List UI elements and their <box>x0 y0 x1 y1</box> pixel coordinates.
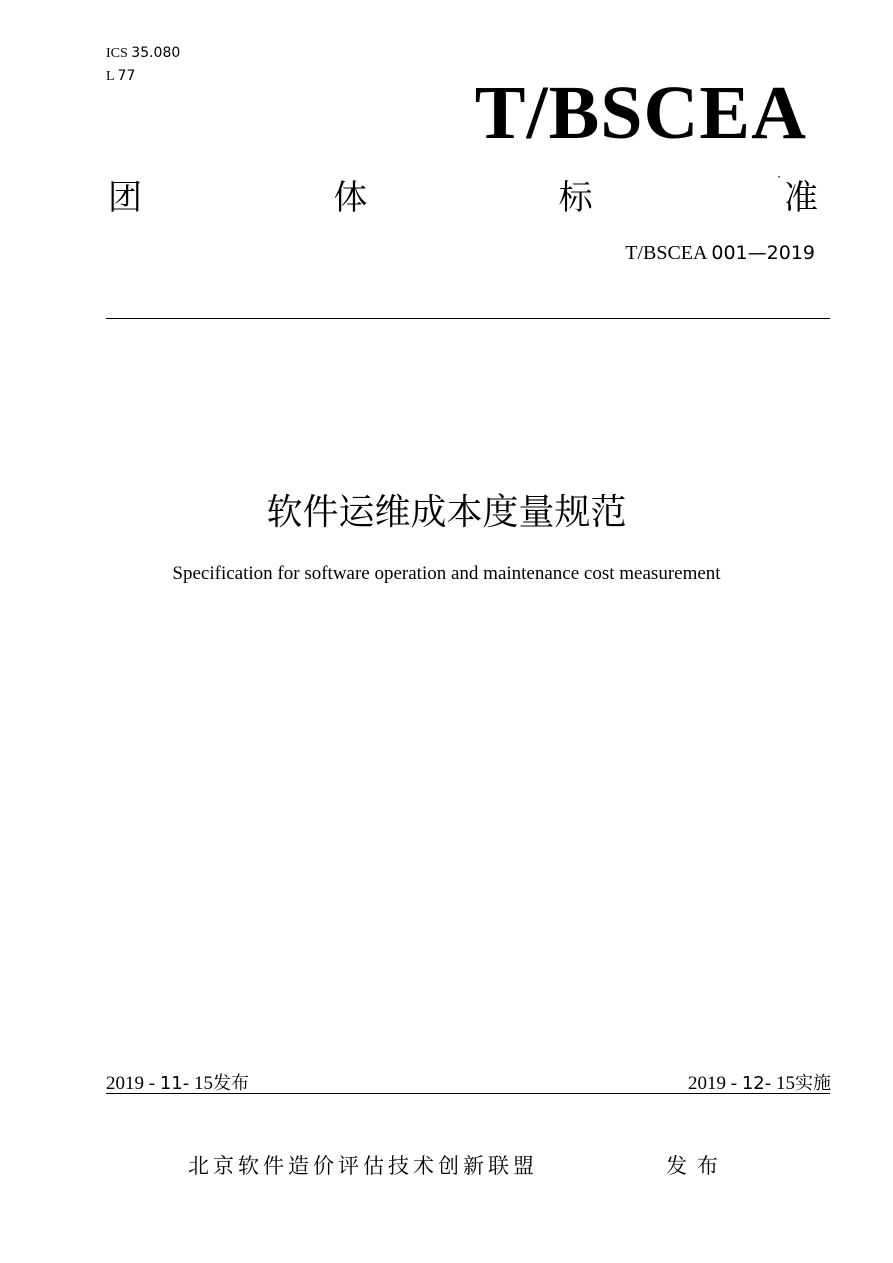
document-title-zh: 软件运维成本度量规范 <box>266 492 627 533</box>
standard-number-value: 001—2019 <box>711 242 815 264</box>
category-char-1: 团 <box>108 178 142 218</box>
implement-date <box>688 1069 831 1095</box>
issue-date-day: 15 <box>193 1073 213 1094</box>
implement-date-month: 12- <box>741 1073 772 1094</box>
header-divider <box>106 318 830 319</box>
ics-classification <box>106 45 180 62</box>
ccs-code: 77 <box>117 68 136 84</box>
document-title-en: Specification for software operation and maintenance cost measurement <box>172 563 721 584</box>
issue-date-year: 2019 - <box>106 1073 156 1094</box>
category-char-3: 标 <box>558 178 593 218</box>
issue-date-label: 发布 <box>212 1073 249 1094</box>
publisher-name: 北京软件造价评估技术创新联盟 <box>188 1154 538 1178</box>
ics-label: ICS <box>106 46 128 61</box>
date-divider <box>106 1093 830 1094</box>
standard-number-prefix: T/BSCEA <box>625 242 707 264</box>
issue-date <box>106 1069 249 1095</box>
category-char-4: 准 <box>783 178 818 218</box>
ccs-classification <box>106 68 135 85</box>
category-char-2: 体 <box>333 178 368 218</box>
ics-code: 35.080 <box>131 45 181 61</box>
implement-date-day: 15 <box>776 1073 795 1094</box>
standard-code-heading: T/BSCEA <box>474 71 807 155</box>
ccs-label: L <box>106 69 115 84</box>
implement-date-label: 实施 <box>795 1073 831 1094</box>
standard-number <box>625 242 815 265</box>
implement-date-year: 2019 - <box>688 1073 738 1094</box>
publish-label: 发布 <box>666 1154 728 1178</box>
standard-category <box>108 170 818 219</box>
category-mark: · <box>777 170 781 184</box>
issue-date-month: 11- <box>159 1073 190 1094</box>
